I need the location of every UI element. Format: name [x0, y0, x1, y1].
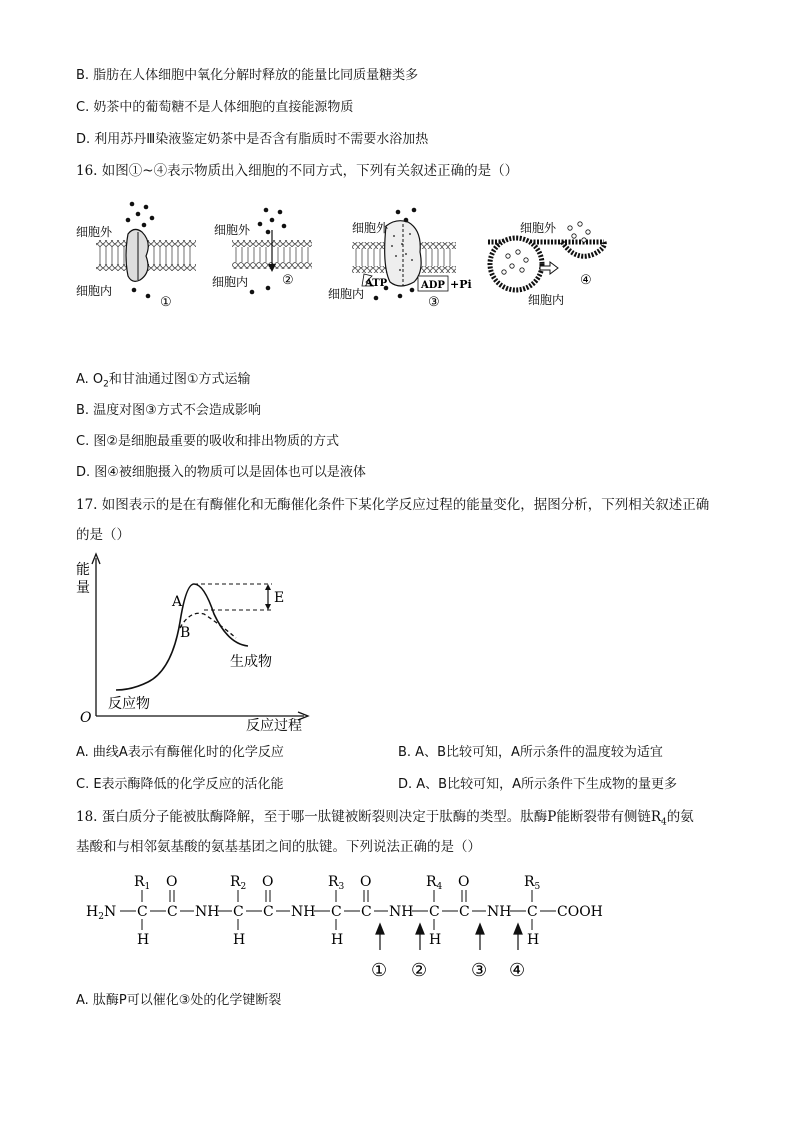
panel-3-outside-label: 细胞外: [352, 221, 389, 235]
amide-nh-4: NH: [487, 904, 512, 920]
x-axis-label: 反应过程: [246, 718, 302, 734]
hydrogen-2: H: [233, 932, 246, 948]
hydrogen-5: H: [527, 932, 540, 948]
q15-option-c: C. 奶茶中的葡萄糖不是人体细胞的直接能源物质: [76, 100, 354, 115]
r4-subscript: 4: [661, 817, 667, 828]
carbonyl-carbon-4: C: [459, 904, 470, 920]
carbonyl-carbon-3: C: [361, 904, 372, 920]
curve-a-label: A: [172, 594, 183, 610]
q17-option-b: B. A、B比较可知，A所示条件的温度较为适宜: [398, 745, 663, 760]
panel-3-number: ③: [428, 295, 440, 310]
oxygen-4: O: [458, 874, 470, 890]
alpha-carbon-4: C: [429, 904, 440, 920]
alpha-carbon-5: C: [527, 904, 538, 920]
q17-option-a: A. 曲线A表示有酶催化时的化学反应: [76, 745, 284, 760]
panel-2-outside-label: 细胞外: [214, 223, 251, 237]
hydrogen-1: H: [137, 932, 150, 948]
alpha-carbon-3: C: [331, 904, 342, 920]
amide-nh-2: NH: [291, 904, 316, 920]
atp-label: ATP: [365, 278, 388, 289]
q18-option-a: A. 肽酶P可以催化③处的化学键断裂: [76, 993, 282, 1008]
carbonyl-carbon-1: C: [167, 904, 178, 920]
bond-marker-3: ③: [471, 960, 488, 981]
amide-nh-3: NH: [389, 904, 414, 920]
panel-4-outside-label: 细胞外: [520, 221, 557, 235]
side-chain-r2: $R_2$: [230, 874, 247, 892]
y-axis-label-1: 能: [76, 562, 90, 578]
oxygen-3: O: [360, 874, 372, 890]
carboxyl-terminus: COOH: [557, 904, 603, 920]
q17-stem-line-2: 的是（）: [76, 527, 130, 543]
e-label: E: [274, 590, 285, 606]
alpha-carbon-1: C: [137, 904, 148, 920]
amide-nh-1: NH: [195, 904, 220, 920]
panel-2-number: ②: [282, 273, 294, 288]
panel-2-molecules: [250, 208, 287, 295]
q16-stem: 16. 如图①~④表示物质出入细胞的不同方式，下列有关叙述正确的是（）: [76, 163, 519, 179]
o2-subscript: 2: [103, 379, 109, 390]
panel-4-number: ④: [580, 273, 592, 288]
panel-1-outside-label: 细胞外: [76, 225, 113, 239]
curve-b-label: B: [180, 625, 191, 641]
bond-marker-1: ①: [371, 960, 388, 981]
q16-option-b: B. 温度对图③方式不会造成影响: [76, 403, 261, 418]
panel-2-inside-label: 细胞内: [212, 275, 249, 289]
bond-marker-2: ②: [411, 960, 428, 981]
adp-label: ADP: [421, 280, 445, 291]
reactant-label: 反应物: [108, 696, 150, 712]
panel-1-inside-label: 细胞内: [76, 284, 113, 298]
q16-option-a: A. $O_2$和甘油通过图①方式运输: [76, 372, 251, 390]
q18-stem-line-2: 基酸和与相邻氨基酸的氨基基团之间的肽键。下列说法正确的是（）: [76, 839, 481, 855]
oxygen-1: O: [166, 874, 178, 890]
q16-option-d: D. 图④被细胞摄入的物质可以是固体也可以是液体: [76, 465, 366, 480]
bond-marker-4: ④: [509, 960, 526, 981]
alpha-carbon-2: C: [233, 904, 244, 920]
q17-option-d: D. A、B比较可知，A所示条件下生成物的量更多: [398, 777, 677, 792]
panel-1-number: ①: [160, 295, 172, 310]
panel-3-inside-label: 细胞内: [328, 287, 365, 301]
transport-figure: [76, 196, 636, 314]
q15-option-d: D. 利用苏丹Ⅲ染液鉴定奶茶中是否含有脂质时不需要水浴加热: [76, 132, 429, 147]
side-chain-r5: $R_5$: [524, 874, 541, 892]
pi-label: +Pi: [450, 278, 472, 291]
hydrogen-3: H: [331, 932, 344, 948]
energy-chart: [72, 552, 322, 736]
q15-option-b: B. 脂肪在人体细胞中氧化分解时释放的能量比同质量糖类多: [76, 68, 419, 83]
bond-arrows: [376, 924, 522, 950]
q17-stem-line-1: 17. 如图表示的是在有酶催化和无酶催化条件下某化学反应过程的能量变化，据图分析，下列相关叙述正确: [76, 497, 710, 513]
amino-terminus: $H_2N$: [86, 904, 117, 922]
carbonyl-carbon-2: C: [263, 904, 274, 920]
side-chain-r3: $R_3$: [328, 874, 345, 892]
y-axis-label-2: 量: [76, 580, 90, 596]
oxygen-2: O: [262, 874, 274, 890]
hydrogen-4: H: [429, 932, 442, 948]
peptide-chain: [84, 872, 624, 986]
q18-stem-line-1: 18. 蛋白质分子能被肽酶降解，至于哪一肽键被断裂则决定于肽酶的类型。肽酶P能断裂带有侧链$R_4$的氨: [76, 809, 694, 828]
origin-label: O: [80, 710, 92, 726]
side-chain-r4: $R_4$: [426, 874, 443, 892]
product-label: 生成物: [230, 654, 272, 670]
panel-4-inside-label: 细胞内: [528, 293, 565, 307]
side-chain-r1: $R_1$: [134, 874, 151, 892]
q16-option-c: C. 图②是细胞最重要的吸收和排出物质的方式: [76, 434, 339, 449]
q17-option-c: C. E表示酶降低的化学反应的活化能: [76, 777, 284, 792]
